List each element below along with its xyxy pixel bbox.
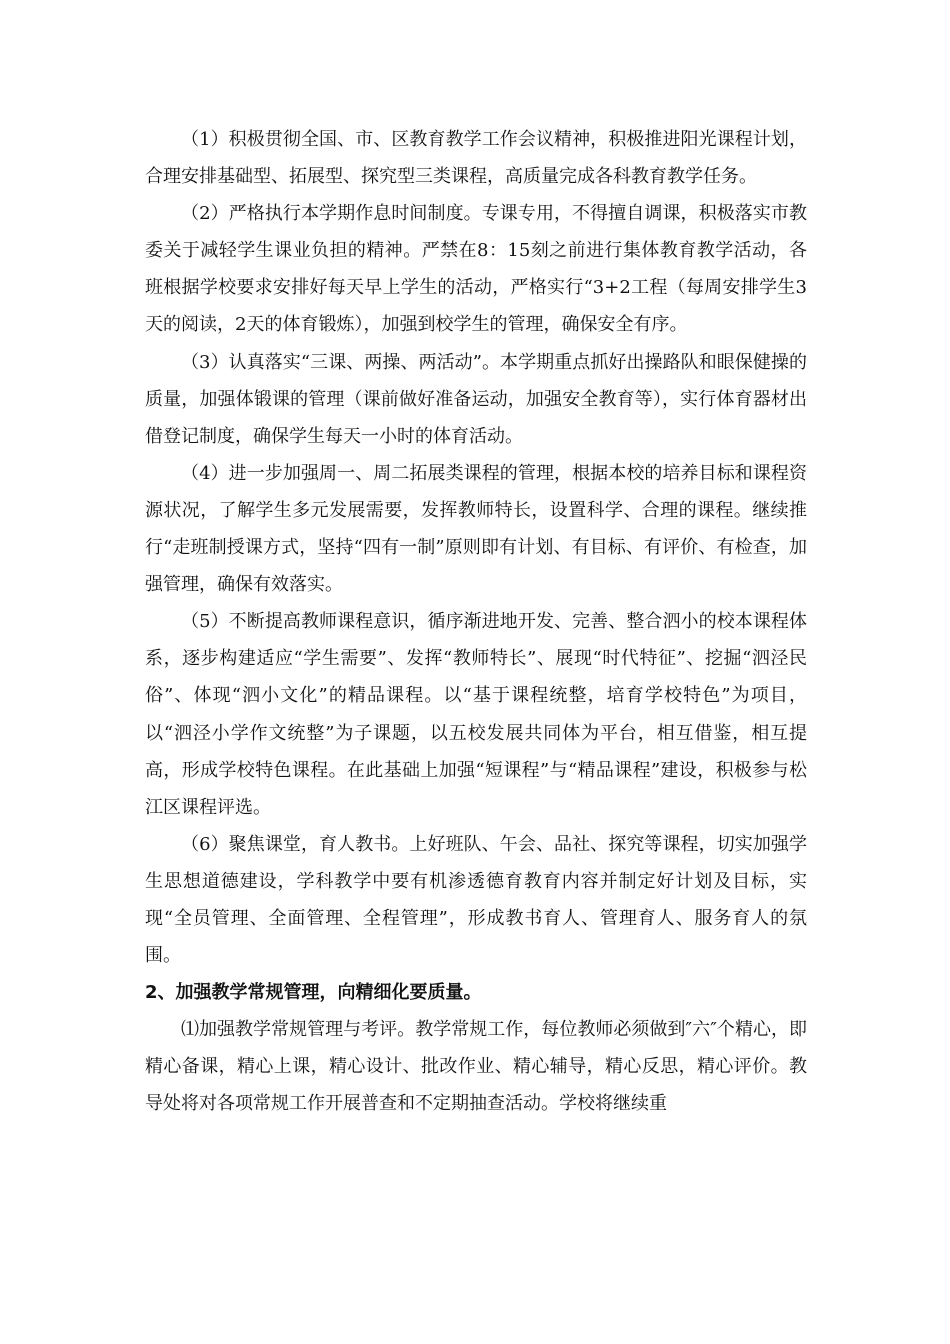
paragraph-3: （3）认真落实“三课、两操、两活动”。本学期重点抓好出操路队和眼保健操的质量，加强体锻课的管理（课前做好准备运动，加强安全教育等），实行体育器材出借登记制度，确保学生每天一小时的体育活动。 [145,351,807,447]
paragraph-4: （4）进一步加强周一、周二拓展类课程的管理，根据本校的培养目标和课程资源状况，了解学生多元发展需要，发挥教师特长，设置科学、合理的课程。继续推行“走班制授课方式，坚持“四有一制”原则即有计划、有目标、有评价、有检查，加强管理，确保有效落实。 [145,462,807,596]
section-heading-2: 2、加强教学常规管理，向精细化要质量。 [145,982,482,1004]
paragraph-6: （6）聚焦课堂，育人教书。上好班队、午会、品社、探究等课程，切实加强学生思想道德建设，学科教学中要有机渗透德育教育内容并制定好计划及目标，实现“全员管理、全面管理、全程管理”，形成教书育人、管理育人、服务育人的氛围。 [145,833,807,967]
paragraph-1: （1）积极贯彻全国、市、区教育教学工作会议精神，积极推进阳光课程计划，合理安排基础型、拓展型、探究型三类课程，高质量完成各科教育教学任务。 [145,129,807,188]
document-body [145,121,807,1123]
paragraph-5: （5）不断提高教师课程意识，循序渐进地开发、完善、整合泗小的校本课程体系，逐步构建适应“学生需要”、发挥“教师特长”、展现“时代特征”、挖掘“泗泾民俗”、体现“泗小文化”的精品课程。以“基于课程统整，培育学校特色”为项目，以“泗泾小学作文统整”为子课题，以五校发展共同体为平台，相互借鉴，相互提高，形成学校特色课程。在此基础上加强“短课程”与“精品课程”建设，积极参与松江区课程评选。 [145,611,807,818]
paragraph-7: ⑴加强教学常规管理与考评。教学常规工作，每位教师必须做到″六″个精心，即精心备课，精心上课，精心设计、批改作业、精心辅导，精心反思，精心评价。教导处将对各项常规工作开展普查和不定期抽查活动。学校将继续重 [145,1019,807,1115]
paragraph-2: （2）严格执行本学期作息时间制度。专课专用，不得擅自调课，积极落实市教委关于减轻学生课业负担的精神。严禁在8：15刻之前进行集体教育教学活动，各班根据学校要求安排好每天早上学生的活动，严格实行“3+2工程（每周安排学生3天的阅读，2天的体育锻炼），加强到校学生的管理，确保安全有序。 [145,203,807,336]
